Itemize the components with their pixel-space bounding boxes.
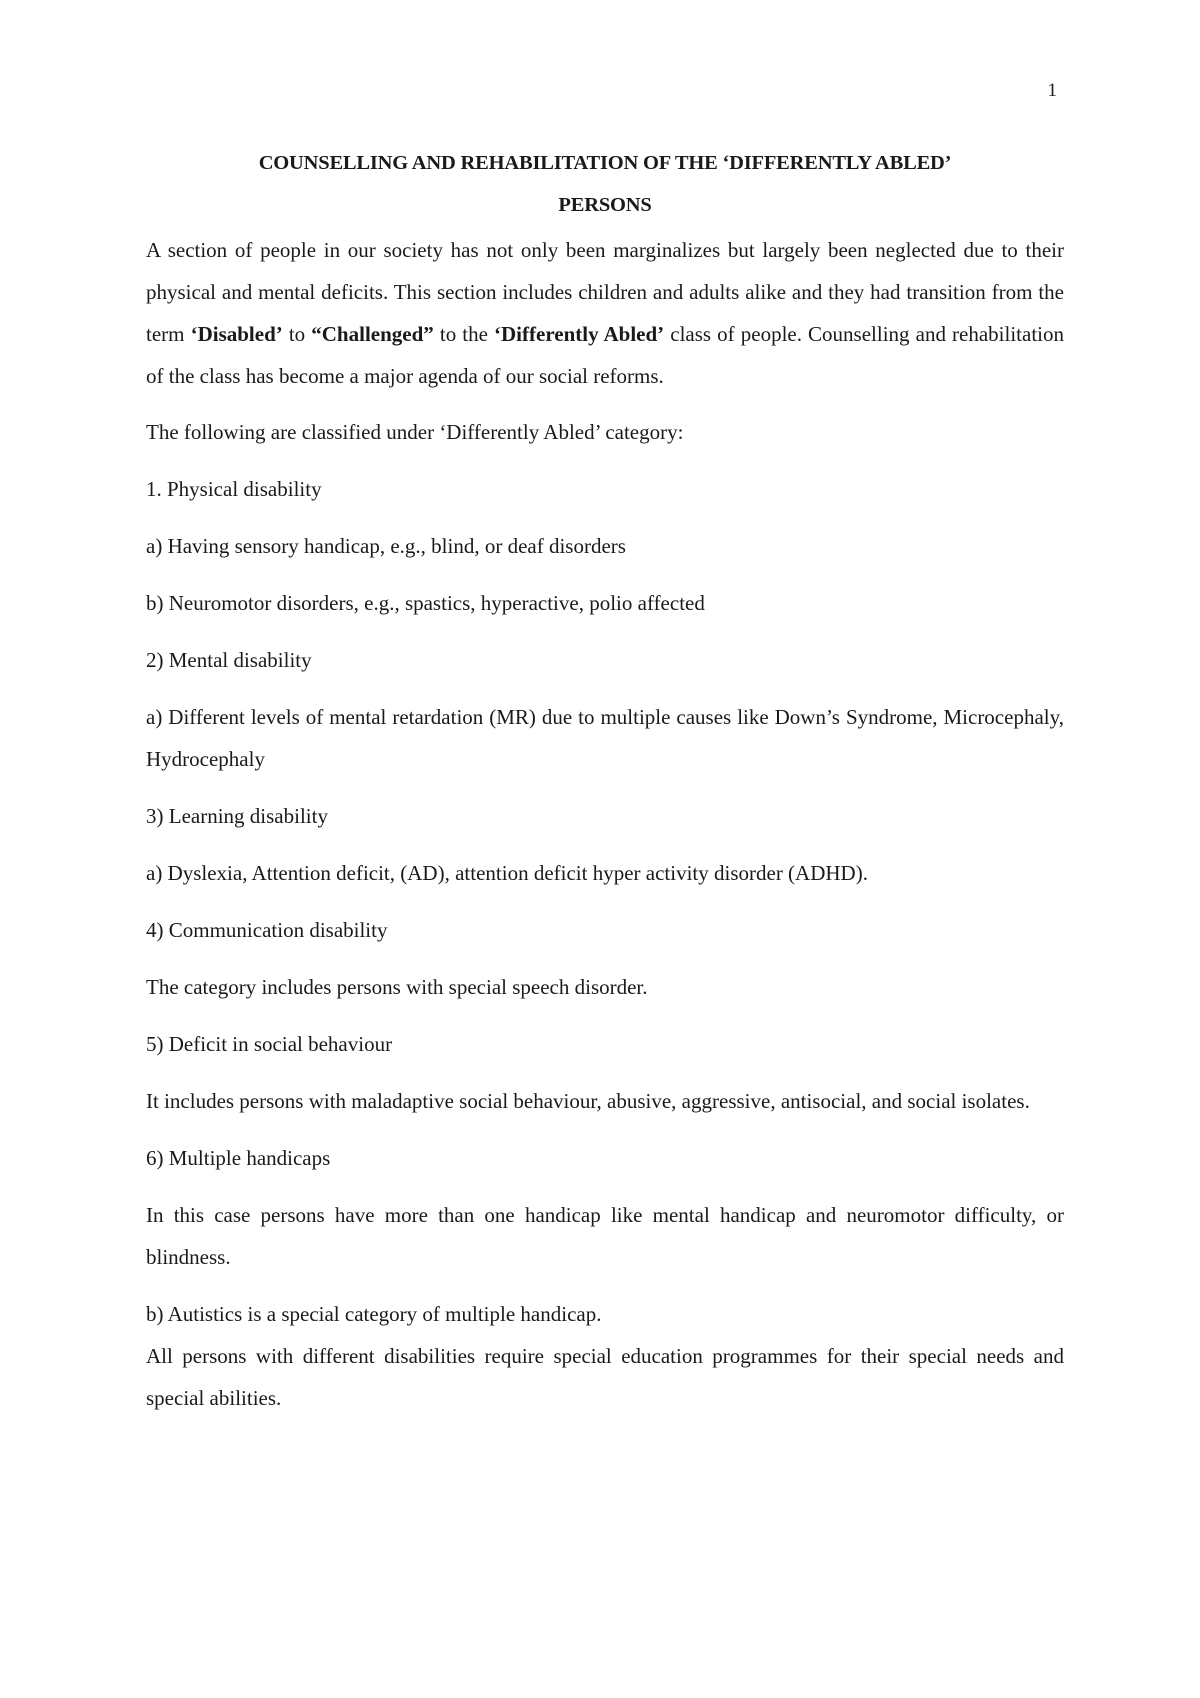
item-physical-disability: 1. Physical disability [146,477,322,501]
classified-intro: The following are classified under ‘Differently Abled’ category: [146,420,684,444]
intro-text-4: class of people. Counselling and rehabilitation of the class has become a major agenda of our social reforms. [146,322,1064,388]
title-line-1: COUNSELLING AND REHABILITATION OF THE ‘DIFFERENTLY ABLED’ [258,152,952,174]
item-physical-a: a) Having sensory handicap, e.g., blind, or deaf disorders [146,534,626,558]
title-line-2: PERSONS [558,194,652,216]
intro-text-2: to [282,322,312,346]
intro-paragraph [146,229,1064,397]
term-challenged: “Challenged” [311,322,434,346]
item-learning-a: a) Dyslexia, Attention deficit, (AD), attention deficit hyper activity disorder (ADHD). [146,861,868,885]
item-mental-a: a) Different levels of mental retardation (MR) due to multiple causes like Down’s Syndrome, Microcephaly, Hydrocephaly [146,705,1064,771]
item-multiple-handicaps: 6) Multiple handicaps [146,1146,331,1170]
document-body [146,142,1064,1419]
item-communication-disability: 4) Communication disability [146,918,388,942]
term-disabled: ‘Disabled’ [190,322,283,346]
closing-paragraph: All persons with different disabilities require special education programmes for their special needs and special abilities. [146,1344,1064,1410]
term-differently-abled: ‘Differently Abled’ [494,322,665,346]
intro-text-3: to the [433,322,495,346]
intro-text-1: A section of people in our society has not only been marginalizes but largely been neglected due to their physical and mental deficits. This section includes children and adults alike and they had transition from the term [146,238,1064,346]
item-physical-b: b) Neuromotor disorders, e.g., spastics, hyperactive, polio affected [146,591,705,615]
page-number: 1 [1047,80,1057,101]
item-social-deficit: 5) Deficit in social behaviour [146,1032,393,1056]
item-communication-desc: The category includes persons with special speech disorder. [146,975,648,999]
item-social-desc: It includes persons with maladaptive social behaviour, abusive, aggressive, antisocial, and social isolates. [146,1089,1030,1113]
document-title [146,142,1064,226]
item-multiple-desc: In this case persons have more than one handicap like mental handicap and neuromotor difficulty, or blindness. [146,1203,1064,1269]
item-learning-disability: 3) Learning disability [146,804,328,828]
item-mental-disability: 2) Mental disability [146,648,312,672]
item-multiple-b: b) Autistics is a special category of multiple handicap. [146,1302,602,1326]
